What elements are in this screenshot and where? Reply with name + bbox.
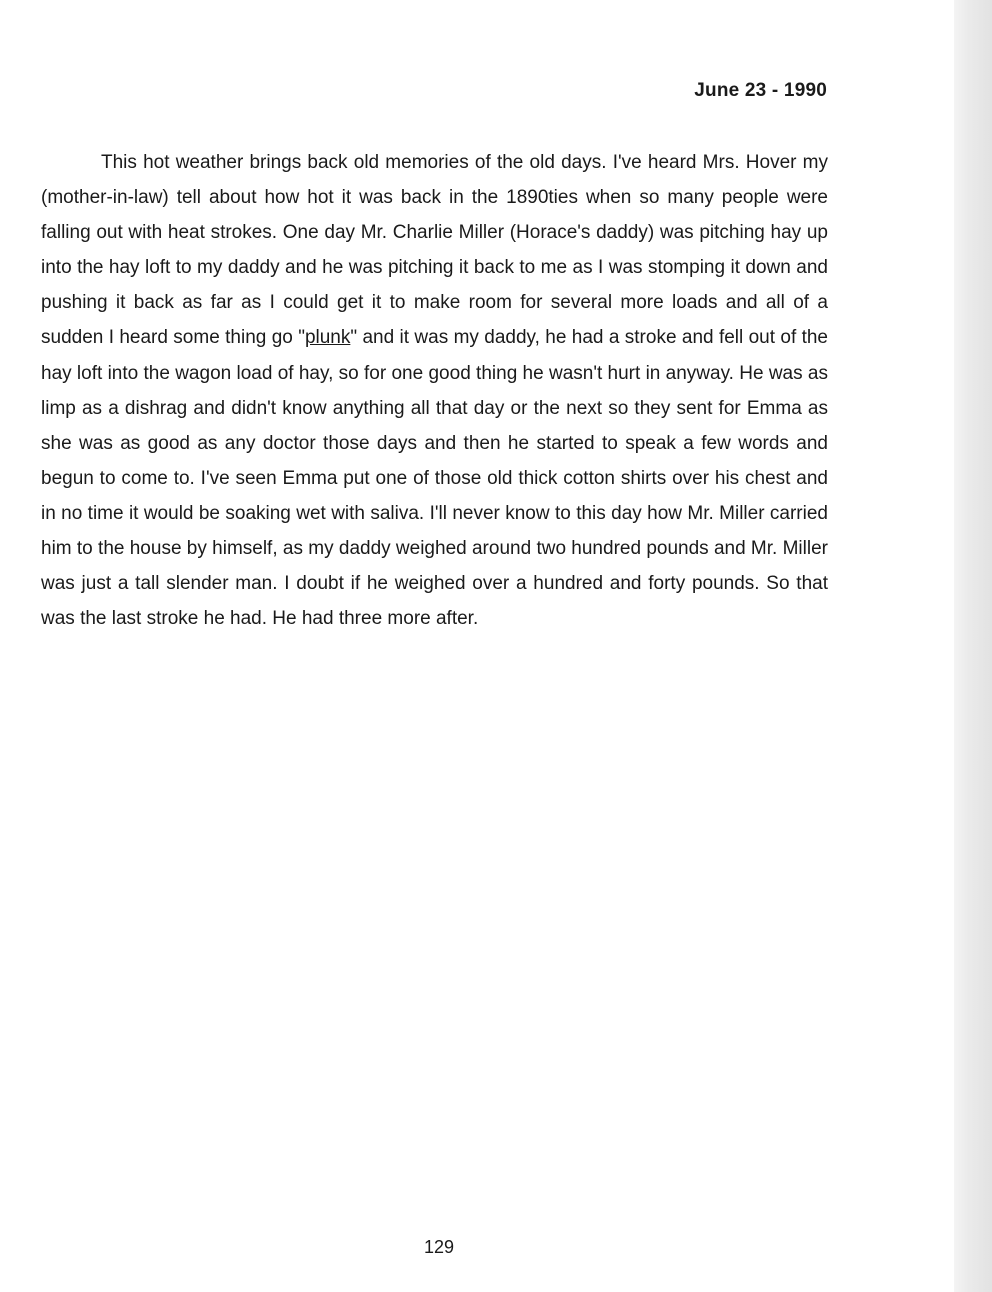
body-paragraph — [41, 145, 828, 636]
body-text-part-1: This hot weather brings back old memories of the old days. I've heard Mrs. Hover my (mother-in-law) tell about how hot it was back in the 1890ties when so many people were falling out with heat strokes. One day Mr. Charlie Miller (Horace's daddy) was pitching hay up into the hay loft to my daddy and he was pitching it back to me as I was stomping it down and pushing it back as far as I could get it to make room for several more loads and all of a sudden I heard some thing go " — [41, 152, 828, 349]
body-text-part-2: " and it was my daddy, he had a stroke and fell out of the hay loft into the wagon load of hay, so for one good thing he wasn't hurt in anyway. He was as limp as a dishrag and didn't know anything all that day or the next so they sent for Emma as she was as good as any doctor those days and then he started to speak a few words and begun to come to. I've seen Emma put one of those old thick cotton shirts over his chest and in no time it would be soaking wet with saliva. I'll never know to this day how Mr. Miller carried him to the house by himself, as my daddy weighed around two hundred pounds and Mr. Miller was just a tall slender man. I doubt if he weighed over a hundred and forty pounds. So that was the last stroke he had. He had three more after. — [41, 327, 829, 630]
scan-edge-shadow — [954, 0, 992, 1292]
underlined-word: plunk — [304, 327, 351, 349]
entry-date: June 23 - 1990 — [694, 80, 827, 101]
page-number: 129 — [423, 1237, 455, 1257]
